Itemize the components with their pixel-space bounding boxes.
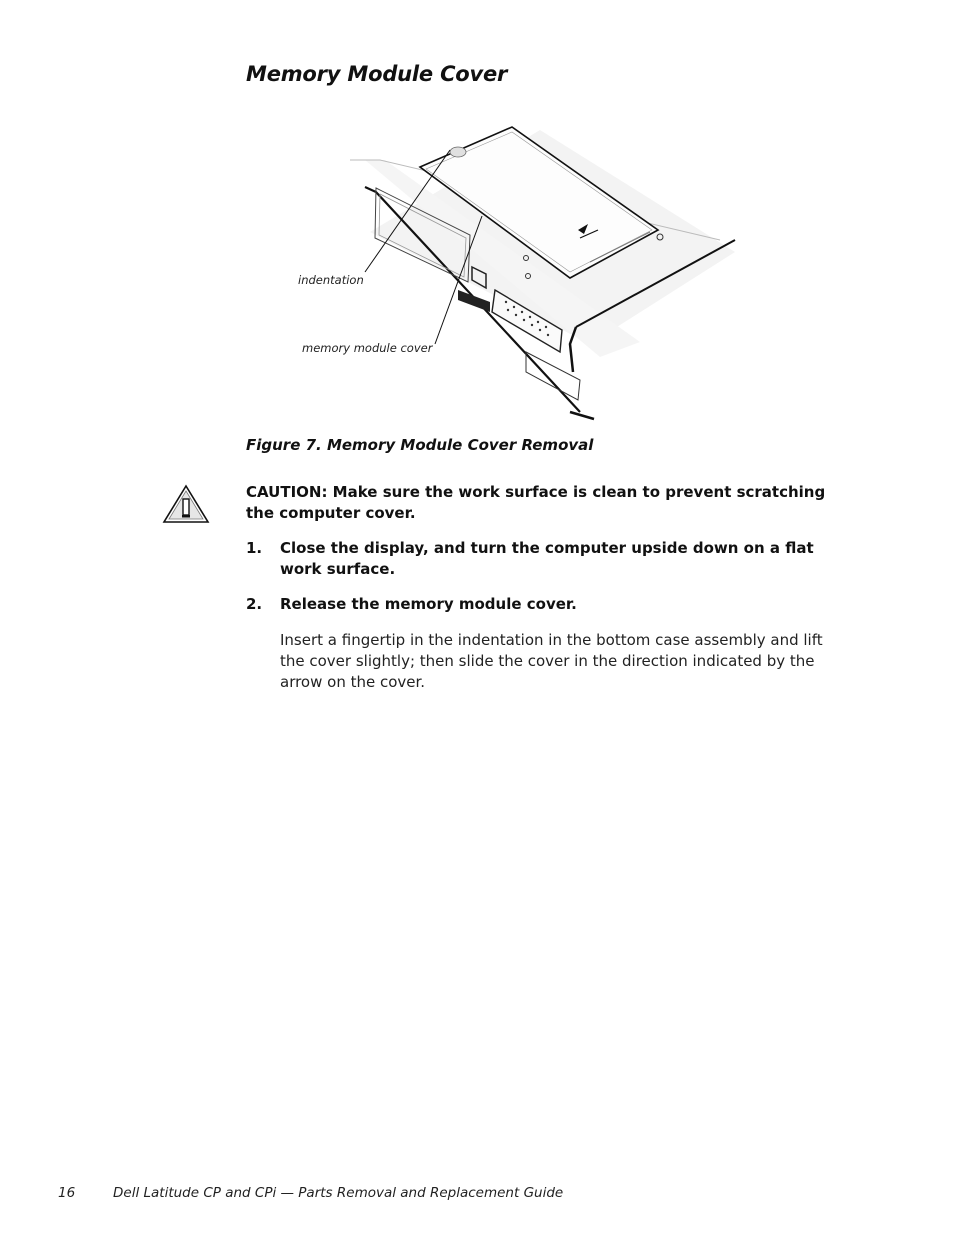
section-title: Memory Module Cover (246, 62, 508, 86)
step-text: Close the display, and turn the computer upside down on a flat work surface. (280, 539, 814, 578)
case-corner (570, 412, 594, 419)
caution-triangle-icon (162, 484, 210, 524)
step-2 (246, 594, 846, 615)
slot-port (458, 290, 490, 312)
step-number: 1. (246, 539, 263, 557)
computer-bottom-illustration (290, 112, 750, 424)
page-number: 16 (58, 1185, 76, 1201)
page-footer (0, 1185, 954, 1205)
step-2-detail: Insert a fingertip in the indentation in the bottom case assembly and lift the cover slightly; then slide the cover in the direction indicated by the arrow on the cover. (280, 631, 823, 691)
document-title: Dell Latitude CP and CPi — Parts Removal and Replacement Guide (113, 1185, 564, 1201)
callout-memory-module-cover: memory module cover (302, 341, 433, 355)
indentation-mark (450, 147, 466, 157)
step-1 (246, 538, 846, 579)
caution-text: CAUTION: Make sure the work surface is clean to prevent scratching the computer cover. (246, 483, 826, 522)
callout-indentation: indentation (298, 273, 364, 287)
step-text: Release the memory module cover. (280, 595, 577, 613)
step-number: 2. (246, 595, 263, 613)
figure-caption: Figure 7. Memory Module Cover Removal (246, 436, 594, 454)
memory-module-cover-figure (290, 112, 750, 424)
